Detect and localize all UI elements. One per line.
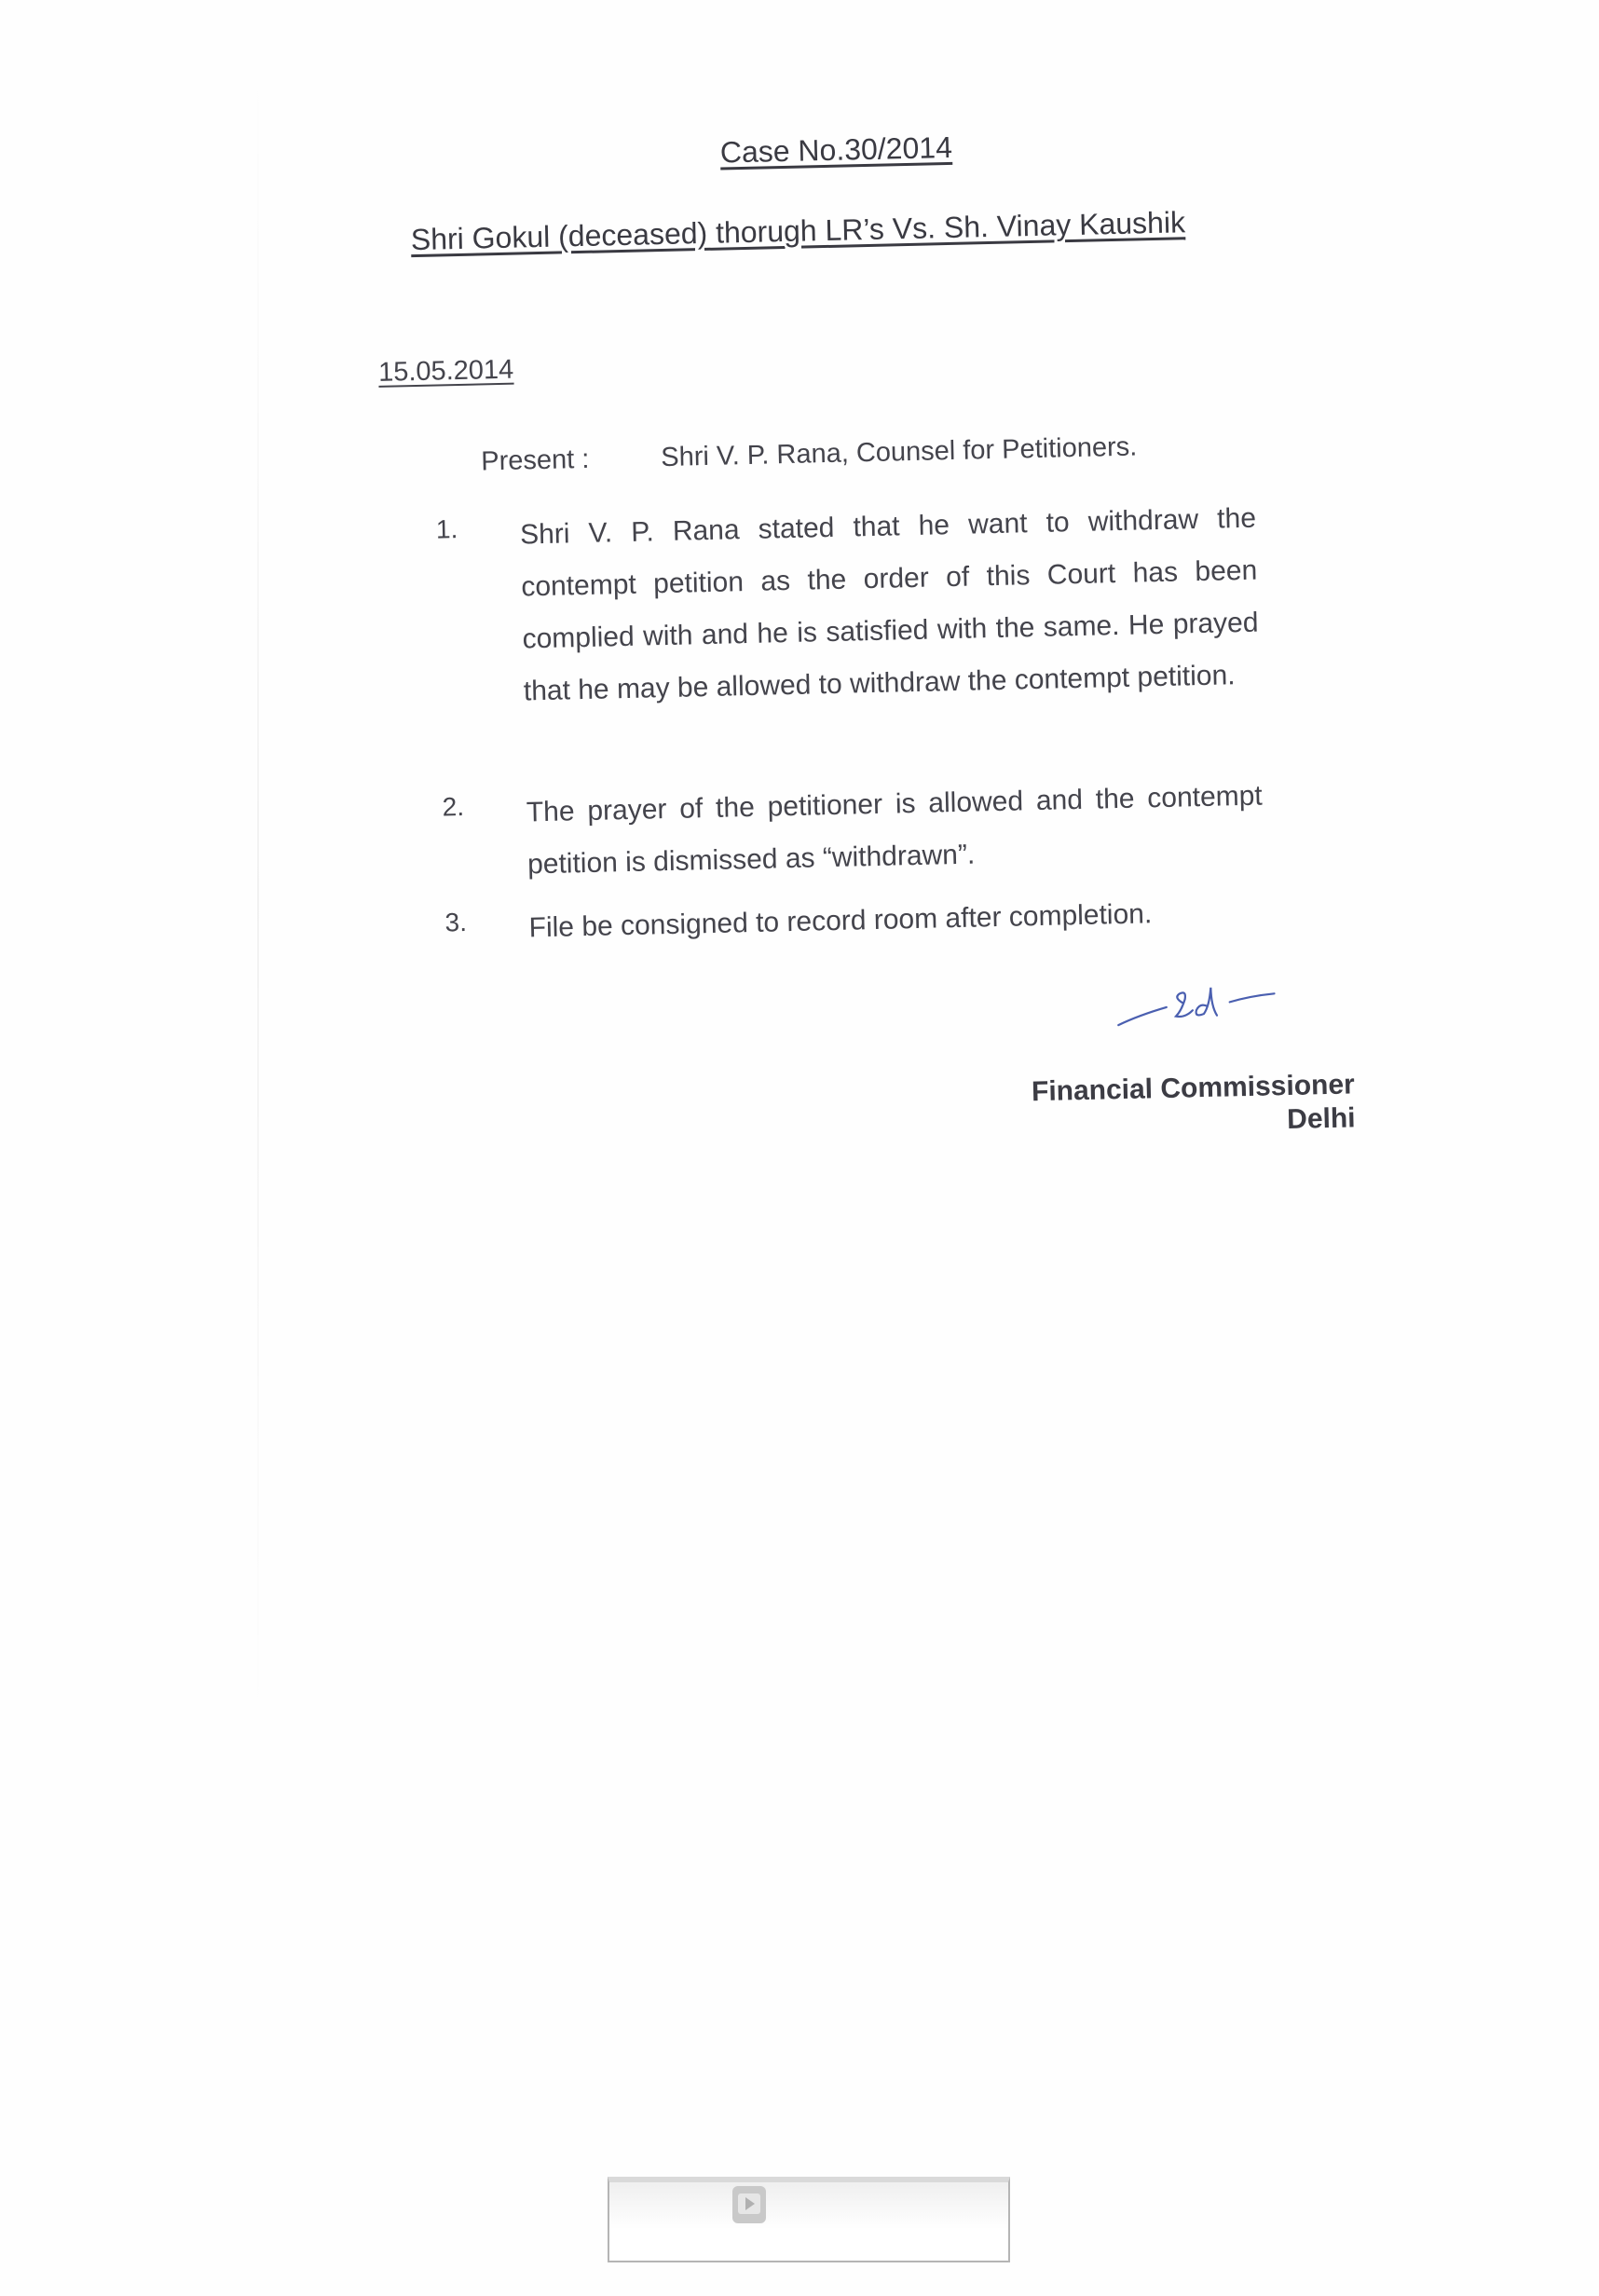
order-date: 15.05.2014 <box>377 354 514 388</box>
handwritten-signature <box>1110 977 1298 1046</box>
order-paragraph <box>436 493 1261 720</box>
paragraph-number: 1. <box>435 514 458 544</box>
signatory-block <box>1000 1068 1356 1143</box>
signatory-title: Financial Commissioner <box>1031 1069 1356 1108</box>
scan-stamp-icon <box>723 2179 775 2231</box>
order-paragraph <box>444 886 1265 957</box>
present-row <box>481 431 1138 477</box>
signatory-place: Delhi <box>1286 1102 1356 1136</box>
order-paragraph <box>442 771 1264 894</box>
paragraph-text: The prayer of the petitioner is allowed and the contempt petition is dismissed as “withdrawn”. <box>526 780 1264 881</box>
parties-heading: Shri Gokul (deceased) thorugh LR’s Vs. Sh. Vinay Kaushik <box>410 205 1186 257</box>
paragraph-number: 2. <box>442 791 465 822</box>
present-value: Shri V. P. Rana, Counsel for Petitioners. <box>660 431 1138 473</box>
scanner-footer-strip <box>608 2177 1010 2262</box>
case-number-heading: Case No.30/2014 <box>719 130 953 170</box>
paragraph-text: File be consigned to record room after completion. <box>528 898 1153 944</box>
paragraph-number: 3. <box>444 907 468 937</box>
paragraph-text: Shri V. P. Rana stated that he want to withdraw the contempt petition as the order of this Court has been complied with and he is satisfied with the same. He prayed that he may be allowed to withdraw the contempt petition. <box>519 502 1259 707</box>
scan-shadow-edge <box>257 56 259 1733</box>
order-content <box>373 99 1356 1136</box>
present-label: Present : <box>480 444 590 477</box>
